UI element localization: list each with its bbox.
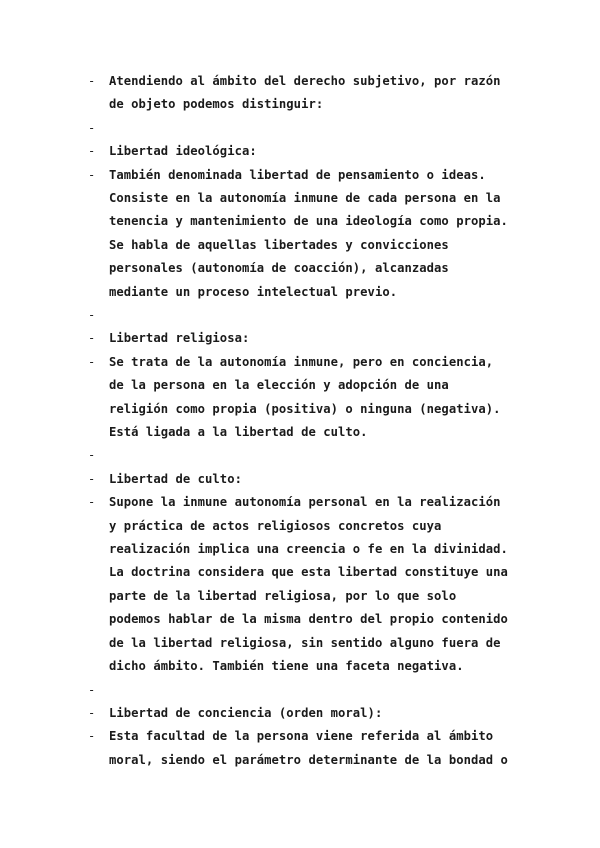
list-item-heading [0, 468, 600, 491]
list-item [0, 491, 600, 678]
list-item [0, 164, 600, 304]
item-text: También denominada libertad de pensamiento o ideas. Consiste en la autonomía inmune de cada persona en la tenencia y mantenimiento de una ideología como propia. Se habla de aquellas libertades y convicciones personales (autonomía de coacción), alcanzadas mediante un proceso intelectual previo. [109, 167, 508, 299]
bullet-dash: - [88, 448, 96, 463]
list-item [0, 351, 600, 445]
bullet-dash: - [88, 167, 96, 182]
item-text: Se trata de la autonomía inmune, pero en conciencia, de la persona en la elección y adopción de una religión como propia (positiva) o ninguna (negativa). Está ligada a la libertad de culto. [109, 354, 501, 440]
list-item-empty [0, 679, 600, 702]
bullet-dash: - [88, 144, 96, 159]
list-item-heading [0, 327, 600, 350]
item-text: Supone la inmune autonomía personal en la realización y práctica de actos religiosos concretos cuya realización implica una creencia o fe en la divinidad. La doctrina considera que esta libertad constituye una parte de la libertad religiosa, por lo que solo podemos hablar de la misma dentro del propio contenido de la libertad religiosa, sin sentido alguno fuera de dicho ámbito. También tiene una faceta negativa. [109, 495, 508, 674]
bullet-dash: - [88, 354, 96, 369]
list-item [0, 70, 600, 117]
bullet-dash: - [88, 729, 96, 744]
bullet-dash: - [88, 471, 96, 486]
bullet-dash: - [88, 705, 96, 720]
bullet-dash: - [88, 308, 96, 323]
item-text: Esta facultad de la persona viene referida al ámbito moral, siendo el parámetro determinante de la bondad o [109, 729, 508, 767]
item-text: Libertad religiosa: [109, 331, 250, 346]
list-item-empty [0, 304, 600, 327]
item-text: Libertad ideológica: [109, 144, 257, 159]
bullet-dash: - [88, 682, 96, 697]
bullet-dash: - [88, 120, 96, 135]
list-item-empty [0, 444, 600, 467]
list-item-empty [0, 117, 600, 140]
item-text: Libertad de culto: [109, 471, 242, 486]
item-text: Libertad de conciencia (orden moral): [109, 705, 383, 720]
list-item [0, 725, 600, 772]
list-item-heading [0, 702, 600, 725]
bullet-dash: - [88, 74, 96, 88]
bullet-dash: - [88, 495, 96, 510]
item-text: Atendiendo al ámbito del derecho subjetivo, por razón de objeto podemos distinguir: [109, 74, 501, 112]
list-item-heading [0, 140, 600, 163]
bullet-dash: - [88, 331, 96, 346]
